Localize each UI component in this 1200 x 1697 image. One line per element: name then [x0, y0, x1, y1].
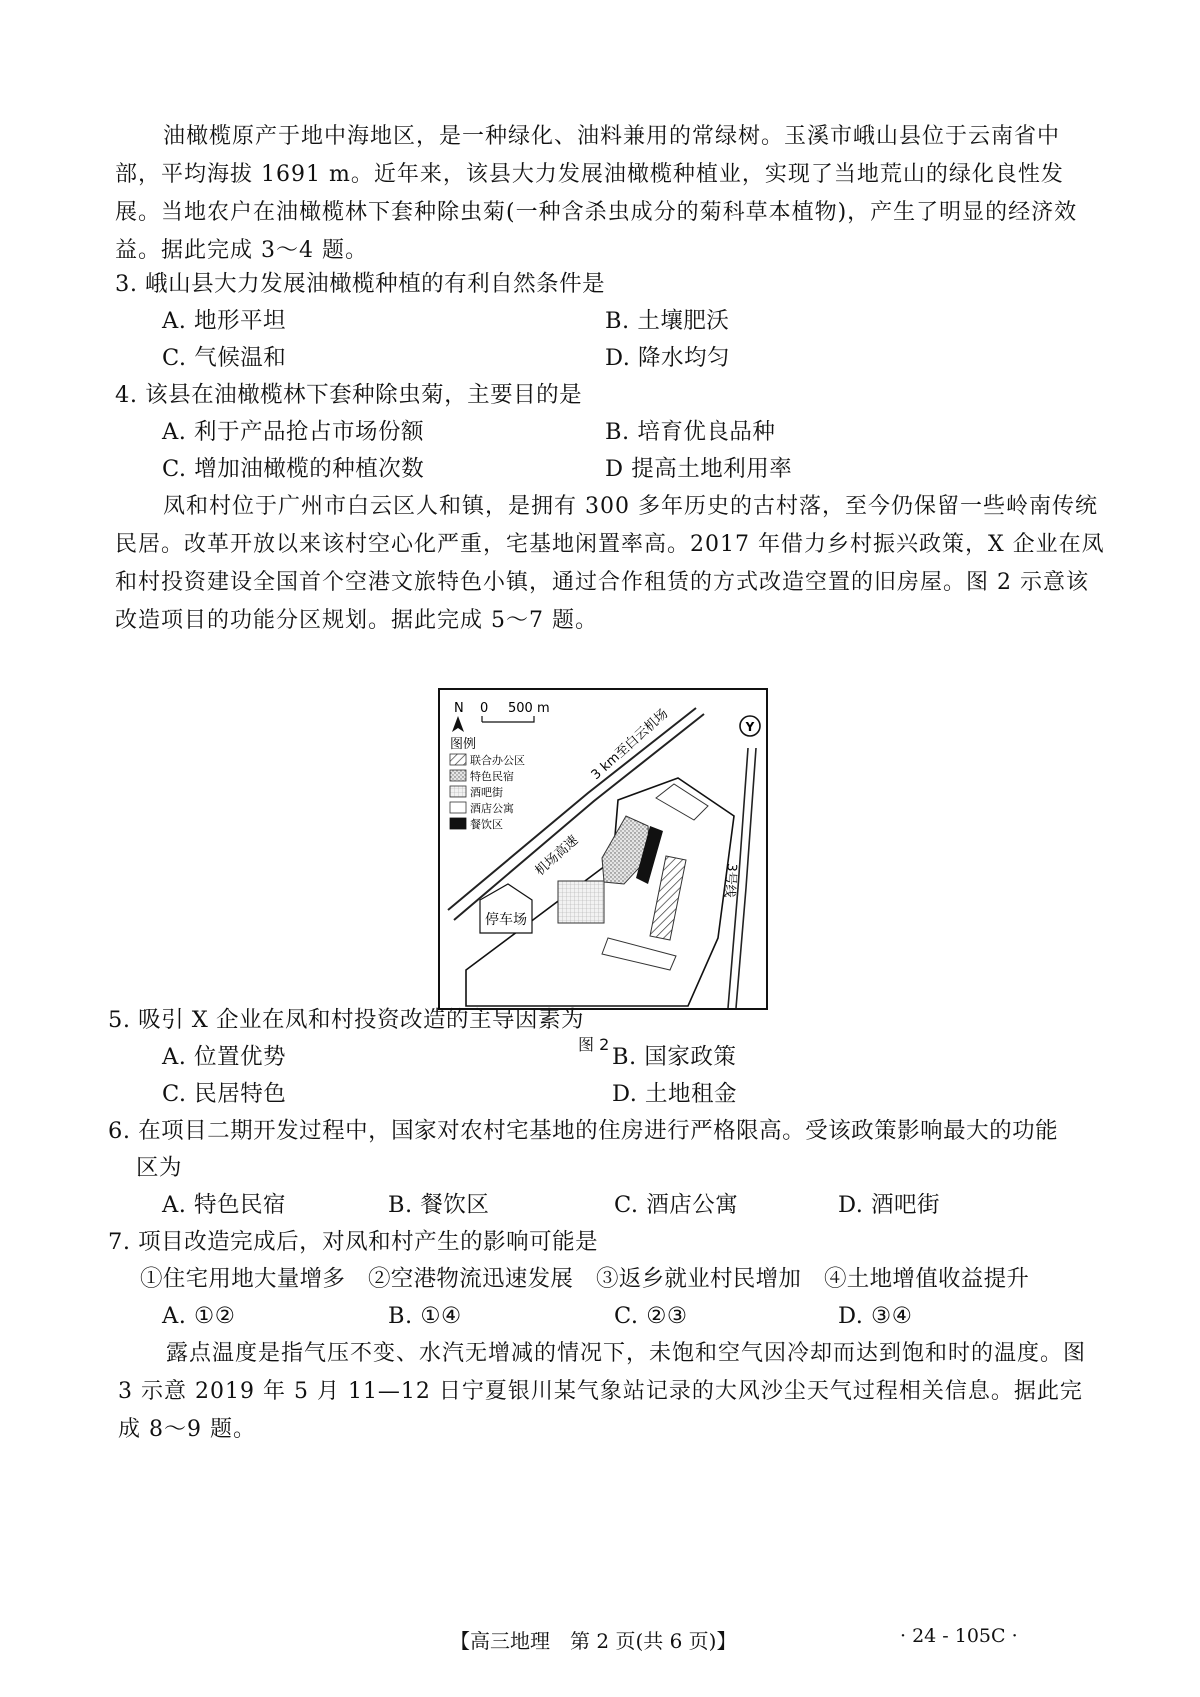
legend-homestay: 特色民宿 [470, 770, 514, 783]
q7-statements: ①住宅用地大量增多 ②空港物流迅速发展 ③返乡就业村民增加 ④土地增值收益提升 [140, 1266, 1030, 1292]
map-frame [439, 689, 767, 1009]
parking-label: 停车场 [485, 912, 527, 928]
q3-option-a: A. 地形平坦 [162, 308, 287, 334]
airport-road-label: 3 km至白云机场 [588, 706, 672, 783]
q7-option-c: C. ②③ [614, 1303, 688, 1329]
expressway-label: 机场高速 [532, 833, 582, 879]
q4-option-b: B. 培育优良品种 [605, 419, 776, 445]
zone-bar-street [558, 881, 604, 923]
question-6-stem-cont: 区为 [136, 1155, 183, 1181]
q4-option-c: C. 增加油橄榄的种植次数 [162, 456, 425, 482]
q5-option-c: C. 民居特色 [162, 1081, 287, 1107]
q6-option-b: B. 餐饮区 [388, 1192, 490, 1218]
svg-text:Y: Y [745, 720, 755, 734]
svg-text:500 m: 500 m [508, 701, 550, 716]
q3-option-d: D. 降水均匀 [605, 345, 731, 371]
question-3-stem: 3. 峨山县大力发展油橄榄种植的有利自然条件是 [115, 271, 606, 297]
question-5-stem: 5. 吸引 X 企业在凤和村投资改造的主导因素为 [108, 1007, 584, 1033]
line3-label: 3号线 [721, 862, 739, 899]
q3-option-c: C. 气候温和 [162, 345, 287, 371]
question-6-stem: 6. 在项目二期开发过程中，国家对农村宅基地的住房进行严格限高。受该政策影响最大的功能 [108, 1118, 1059, 1144]
footer-code: · 24 - 105C · [900, 1625, 1018, 1647]
q7-option-a: A. ①② [162, 1303, 236, 1329]
passage-olive: 油橄榄原产于地中海地区，是一种绿化、油料兼用的常绿树。玉溪市峨山县位于云南省中部，平均海拔 1691 m。近年来，该县大力发展油橄榄种植业，实现了当地荒山的绿化良性发展。当地农户在油橄榄林下套种除虫菊(一种含杀虫成分的菊科草本植物)，产生了明显的经济效益。据此完成 3～4 题。 [115, 124, 1078, 263]
q6-option-c: C. 酒店公寓 [614, 1192, 739, 1218]
passage-fenghe: 凤和村位于广州市白云区人和镇，是拥有 300 多年历史的古村落，至今仍保留一些岭南传统民居。改革开放以来该村空心化严重，宅基地闲置率高。2017 年借力乡村振兴政策，X 企业在凤和村投资建设全国首个空港文旅特色小镇，通过合作租赁的方式改造空置的旧房屋。图 2 示意该改造项目的功能分区规划。据此完成 5～7 题。 [115, 494, 1105, 633]
q7-option-b: B. ①④ [388, 1303, 462, 1329]
question-4-stem: 4. 该县在油橄榄林下套种除虫菊，主要目的是 [115, 382, 583, 408]
q4-option-a: A. 利于产品抢占市场份额 [162, 419, 425, 445]
q6-option-a: A. 特色民宿 [162, 1192, 287, 1218]
legend-dining: 餐饮区 [470, 818, 503, 831]
q5-option-a: A. 位置优势 [162, 1044, 287, 1070]
legend-bar-street: 酒吧街 [470, 786, 503, 799]
svg-text:N: N [454, 701, 464, 716]
q6-option-d: D. 酒吧街 [838, 1192, 941, 1218]
q5-option-d: D. 土地租金 [612, 1081, 738, 1107]
q3-option-b: B. 土壤肥沃 [605, 308, 730, 334]
question-7-stem: 7. 项目改造完成后，对凤和村产生的影响可能是 [108, 1229, 599, 1255]
metro-station-icon [740, 716, 760, 736]
legend-title: 图例 [450, 737, 477, 752]
q7-option-d: D. ③④ [838, 1303, 913, 1329]
q4-option-d: D 提高土地利用率 [605, 456, 793, 482]
figure-2-caption: 图 2 [578, 1035, 610, 1054]
footer-page-info: 【高三地理 第 2 页(共 6 页)】 [450, 1629, 737, 1653]
passage-dew-point: 露点温度是指气压不变、水汽无增减的情况下，未饱和空气因冷却而达到饱和时的温度。图 3 示意 2019 年 5 月 11—12 日宁夏银川某气象站记录的大风沙尘天气过程相关信息。据此完成 8～9 题。 [118, 1341, 1087, 1442]
q5-option-b: B. 国家政策 [612, 1044, 737, 1070]
legend-hotel-apartment: 酒店公寓 [470, 802, 514, 815]
legend-joint-office: 联合办公区 [470, 754, 525, 767]
svg-text:0: 0 [480, 701, 489, 716]
figure-2-map [438, 688, 768, 1018]
